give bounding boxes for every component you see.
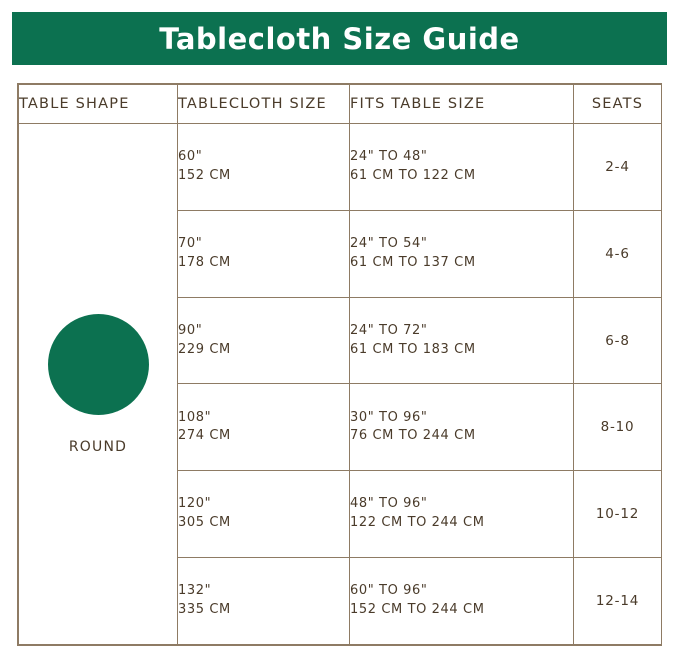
- fits-inches: 60" TO 96": [350, 583, 428, 599]
- fits-cm: 76 CM TO 244 CM: [350, 428, 476, 444]
- shape-label: ROUND: [68, 438, 128, 455]
- shape-cell-round: [19, 124, 178, 645]
- size-inches: 132": [178, 583, 212, 599]
- fits-table-size-cell: [350, 210, 574, 297]
- tablecloth-size-cell: [178, 297, 350, 384]
- header-banner: [12, 12, 667, 65]
- fits-cm: 122 CM TO 244 CM: [350, 515, 485, 531]
- seats-cell: 4-6: [574, 210, 662, 297]
- size-inches: 108": [178, 409, 212, 425]
- fits-inches: 30" TO 96": [350, 409, 428, 425]
- table-header-row: [19, 85, 662, 124]
- page-title: Tablecloth Size Guide: [159, 21, 520, 56]
- size-inches: 120": [178, 496, 212, 512]
- size-cm: 335 CM: [178, 602, 231, 618]
- size-cm: 305 CM: [178, 515, 231, 531]
- fits-table-size-cell: [350, 384, 574, 471]
- tablecloth-size-cell: [178, 124, 350, 211]
- column-header-table-shape: TABLE SHAPE: [19, 85, 178, 124]
- size-cm: 229 CM: [178, 341, 231, 357]
- table-row: [19, 124, 662, 211]
- tablecloth-size-cell: [178, 384, 350, 471]
- size-table-container: [17, 83, 662, 646]
- seats-cell: 8-10: [574, 384, 662, 471]
- size-inches: 70": [178, 235, 203, 251]
- fits-inches: 24" TO 48": [350, 149, 428, 165]
- size-cm: 178 CM: [178, 254, 231, 270]
- seats-cell: 6-8: [574, 297, 662, 384]
- seats-cell: 12-14: [574, 558, 662, 645]
- column-header-tablecloth-size: TABLECLOTH SIZE: [178, 85, 350, 124]
- table-header: [19, 85, 662, 124]
- size-table: [18, 84, 662, 645]
- circle-shape-icon: [48, 314, 149, 415]
- seats-cell: 10-12: [574, 471, 662, 558]
- tablecloth-size-cell: [178, 210, 350, 297]
- seats-cell: 2-4: [574, 124, 662, 211]
- tablecloth-size-cell: [178, 558, 350, 645]
- size-inches: 90": [178, 322, 203, 338]
- fits-cm: 61 CM TO 122 CM: [350, 167, 476, 183]
- column-header-fits-table-size: FITS TABLE SIZE: [350, 85, 574, 124]
- tablecloth-size-cell: [178, 471, 350, 558]
- fits-inches: 48" TO 96": [350, 496, 428, 512]
- fits-table-size-cell: [350, 124, 574, 211]
- column-header-seats: SEATS: [574, 85, 662, 124]
- fits-table-size-cell: [350, 558, 574, 645]
- fits-cm: 152 CM TO 244 CM: [350, 602, 485, 618]
- size-cm: 274 CM: [178, 428, 231, 444]
- size-cm: 152 CM: [178, 167, 231, 183]
- fits-inches: 24" TO 54": [350, 235, 428, 251]
- fits-cm: 61 CM TO 183 CM: [350, 341, 476, 357]
- fits-cm: 61 CM TO 137 CM: [350, 254, 476, 270]
- fits-table-size-cell: [350, 297, 574, 384]
- fits-inches: 24" TO 72": [350, 322, 428, 338]
- table-body: [19, 124, 662, 645]
- size-inches: 60": [178, 149, 203, 165]
- fits-table-size-cell: [350, 471, 574, 558]
